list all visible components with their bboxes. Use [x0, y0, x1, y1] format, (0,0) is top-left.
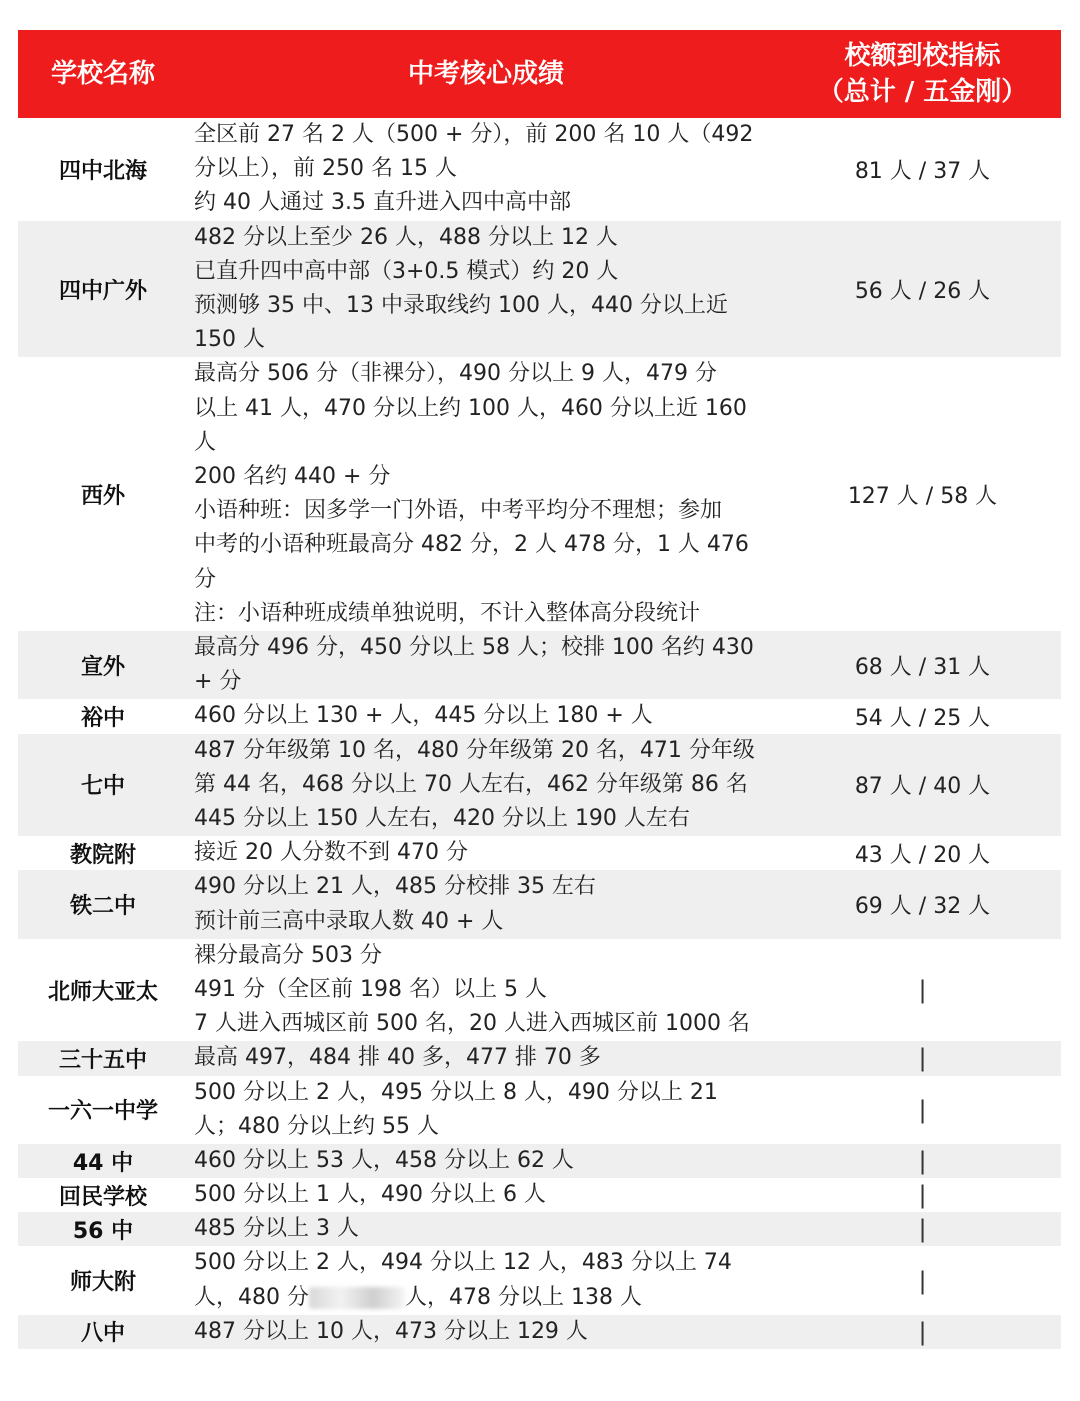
core-result	[188, 1041, 784, 1075]
result-line: 485 分以上 3 人	[194, 1216, 359, 1242]
quota-value: |	[918, 976, 927, 1005]
table-row	[18, 939, 1061, 1042]
quota-value: |	[918, 1181, 927, 1210]
result-line: 预测够 35 中、13 中录取线约 100 人，440 分以上近	[194, 293, 728, 318]
result-line: 最高分 496 分，450 分以上 58 人；校排 100 名约 430	[194, 634, 754, 660]
table-row	[18, 699, 1061, 733]
core-result	[188, 1076, 784, 1144]
core-result	[188, 870, 784, 938]
table-row	[18, 1246, 1061, 1314]
result-line: 7 人进入西城区前 500 名，20 人进入西城区前 1000 名	[194, 1011, 750, 1037]
core-result	[188, 836, 784, 870]
table-body	[18, 118, 1061, 1349]
result-line: 第 44 名，468 分以上 70 人左右，462 分年级第 86 名	[194, 771, 748, 797]
result-line: 482 分以上至少 26 人，488 分以上 12 人	[194, 224, 618, 250]
school-name: 44 中	[72, 1150, 134, 1176]
school-name: 铁二中	[69, 894, 136, 920]
result-line: 445 分以上 150 人左右，420 分以上 190 人左右	[194, 805, 690, 831]
school-name: 八中	[80, 1321, 125, 1347]
result-line: 约 40 人通过 3.5 直升进入四中高中部	[194, 190, 571, 216]
school-name: 四中北海	[58, 158, 147, 184]
result-line: 接近 20 人分数不到 470 分	[194, 840, 468, 866]
school-name: 师大附	[69, 1270, 136, 1296]
result-line: 最高分 506 分（非裸分），490 分以上 9 人，479 分	[194, 361, 717, 387]
table-row	[18, 836, 1061, 870]
result-line: 500 分以上 2 人，494 分以上 12 人，483 分以上 74	[194, 1250, 732, 1276]
school-name: 四中广外	[58, 278, 147, 304]
table-row	[18, 357, 1061, 631]
table-row	[18, 221, 1061, 358]
result-line: 小语种班：因多学一门外语，中考平均分不理想；参加	[194, 498, 723, 524]
table-row	[18, 870, 1061, 938]
result-line: 裸分最高分 503 分	[194, 942, 382, 968]
school-name: 宣外	[80, 654, 125, 680]
school-name: 回民学校	[58, 1184, 147, 1210]
quota-value: 43 人 / 20 人	[854, 842, 991, 868]
result-line: 487 分年级第 10 名，480 分年级第 20 名，471 分年级	[194, 737, 755, 763]
quota-value: 68 人 / 31 人	[854, 654, 991, 680]
core-result	[188, 118, 784, 221]
result-line: 全区前 27 名 2 人（500 + 分），前 200 名 10 人（492	[194, 122, 754, 147]
result-line: 460 分以上 53 人，458 分以上 62 人	[194, 1147, 574, 1173]
table-row	[18, 1144, 1061, 1178]
quota-value: |	[918, 1044, 927, 1073]
result-line: 500 分以上 2 人，495 分以上 8 人，490 分以上 21	[194, 1079, 718, 1105]
quota-value: 54 人 / 25 人	[854, 705, 991, 731]
core-result	[188, 357, 784, 631]
quota-value: |	[918, 1266, 927, 1295]
scores-table	[18, 30, 1061, 1349]
school-name: 三十五中	[58, 1047, 147, 1073]
school-name: 教院附	[69, 842, 136, 868]
school-name: 七中	[80, 774, 125, 800]
core-result	[188, 699, 784, 733]
header-school: 学校名称	[50, 59, 155, 89]
table-row	[18, 1076, 1061, 1144]
core-result	[188, 734, 784, 837]
result-line: 注：小语种班成绩单独说明，不计入整体高分段统计	[194, 600, 701, 626]
core-result	[188, 1315, 784, 1349]
table-row	[18, 1315, 1061, 1349]
quota-value: |	[918, 1095, 927, 1124]
quota-value: 81 人 / 37 人	[854, 158, 991, 184]
result-line: 150 人	[194, 327, 265, 353]
result-line: 200 名约 440 + 分	[194, 464, 391, 489]
core-result	[188, 1144, 784, 1178]
school-name: 裕中	[80, 705, 125, 731]
result-line: 分	[194, 566, 217, 592]
school-name: 西外	[80, 483, 125, 509]
school-name: 一六一中学	[47, 1099, 158, 1125]
result-line: + 分	[194, 669, 242, 695]
core-result	[188, 1246, 784, 1314]
core-result	[188, 1178, 784, 1212]
quota-value: 56 人 / 26 人	[854, 278, 991, 304]
table-row	[18, 1212, 1061, 1246]
school-name: 北师大亚太	[47, 979, 158, 1005]
school-name: 56 中	[72, 1218, 134, 1244]
header-quota	[784, 30, 1061, 118]
result-line: 491 分（全区前 198 名）以上 5 人	[194, 976, 547, 1002]
result-line: 最高 497，484 排 40 多，477 排 70 多	[194, 1045, 601, 1071]
quota-value: 69 人 / 32 人	[854, 894, 991, 920]
table-row	[18, 1178, 1061, 1212]
header-result: 中考核心成绩	[407, 59, 564, 89]
result-line-tail: 人，478 分以上 138 人	[405, 1284, 642, 1310]
redacted-blur	[309, 1287, 405, 1309]
result-line: 500 分以上 1 人，490 分以上 6 人	[194, 1182, 546, 1208]
quota-value: 87 人 / 40 人	[854, 774, 991, 800]
core-result	[188, 631, 784, 699]
core-result	[188, 1212, 784, 1246]
header-quota-line1: 校额到校指标	[844, 41, 1001, 71]
table-row	[18, 631, 1061, 699]
result-line: 已直升四中高中部（3+0.5 模式）约 20 人	[194, 258, 619, 284]
result-line: 490 分以上 21 人，485 分校排 35 左右	[194, 874, 596, 900]
result-line: 分以上），前 250 名 15 人	[194, 156, 457, 182]
result-line: 人	[194, 429, 217, 455]
quota-value: |	[918, 1147, 927, 1175]
quota-value: 127 人 / 58 人	[847, 483, 998, 509]
core-result	[188, 221, 784, 358]
result-line: 487 分以上 10 人，473 分以上 129 人	[194, 1318, 588, 1344]
table-row	[18, 734, 1061, 837]
result-line: 预计前三高中录取人数 40 + 人	[194, 908, 504, 934]
quota-value: |	[918, 1215, 927, 1244]
table-row	[18, 118, 1061, 221]
result-line: 以上 41 人，470 分以上约 100 人，460 分以上近 160	[194, 395, 747, 421]
result-line: 中考的小语种班最高分 482 分，2 人 478 分，1 人 476	[194, 532, 749, 558]
quota-value: |	[918, 1317, 927, 1346]
core-result	[188, 939, 784, 1042]
header-quota-line2: （总计 / 五金刚）	[817, 77, 1028, 107]
result-line: 人，480 分 人，478 分以上 138 人	[194, 1284, 642, 1310]
result-line: 人；480 分以上约 55 人	[194, 1113, 439, 1139]
table-header	[18, 30, 1061, 118]
result-line: 460 分以上 130 + 人，445 分以上 180 + 人	[194, 703, 653, 729]
table-row	[18, 1041, 1061, 1075]
